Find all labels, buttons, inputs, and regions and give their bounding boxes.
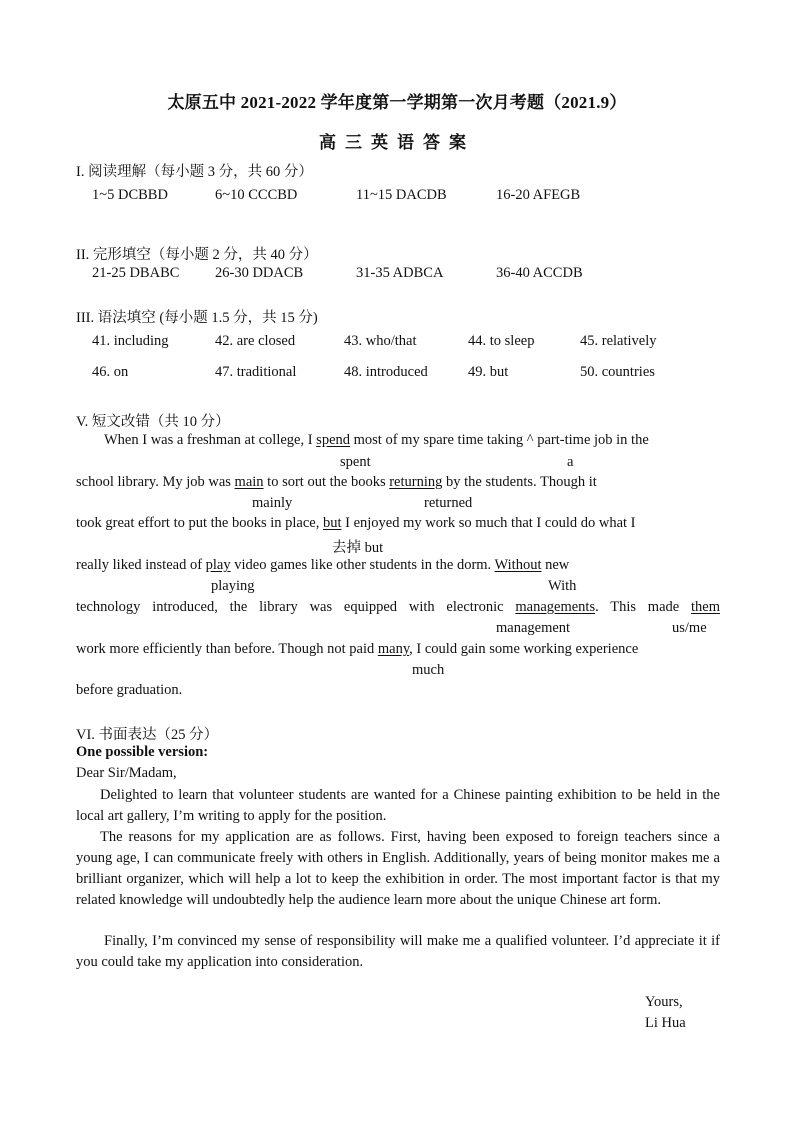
page-title: 太原五中 2021-2022 学年度第一学期第一次月考题（2021.9） [167,93,627,112]
section-grammar-heading: III. 语法填空 (每小题 1.5 分，共 15 分) [76,310,318,326]
answer-group: 26-30 DDACB [215,265,304,281]
answer-group: 31-35 ADBCA [356,265,444,281]
section-cloze-heading: II. 完形填空（每小题 2 分，共 40 分） [76,247,318,263]
correction-word: us/me [672,620,707,636]
grammar-answer: 43. who/that [344,333,417,349]
grammar-answer: 41. including [92,333,169,349]
grammar-answer: 47. traditional [215,364,297,380]
section-reading-heading: I. 阅读理解（每小题 3 分，共 60 分） [76,164,313,180]
sample-label: One possible version: [76,744,209,760]
grammar-answer: 46. on [92,364,129,380]
grammar-answer: 45. relatively [580,333,657,349]
grammar-answer: 49. but [468,364,509,380]
grammar-answer: 50. countries [580,364,655,380]
correction-line-2: school library. My job was main to sort out the books returning by the students. Though it [76,474,597,490]
correction-word: mainly [252,495,293,511]
correction-word: 去掉 but [332,540,384,556]
answer-group: 16-20 AFEGB [496,187,581,203]
error-word: main [234,474,264,490]
correction-line-5: technology introduced, the library was equipped with electronic managements. This made them [76,599,720,615]
correction-word: management [496,620,571,636]
answer-group: 6~10 CCCBD [215,187,298,203]
letter-closing: Yours, [645,994,683,1010]
letter-greeting: Dear Sir/Madam, [76,765,177,781]
letter-paragraph-2: The reasons for my application are as follows. First, having been exposed to foreign teachers since a young age, I can communicate freely with others in English. Additionally, years of being monitor makes me a brilliant organizer, which will help a lot to keep the exhibition in order. The most important factor is that my related knowledge will undoubtedly help the audience learn more about the unique Chinese art form. [76,829,720,908]
section-writing-heading: VI. 书面表达（25 分） [76,727,219,743]
error-word: Without [494,557,542,573]
correction-line-3: took great effort to put the books in place, but I enjoyed my work so much that I could do what I [76,515,636,531]
letter-paragraph-3: Finally, I’m convinced my sense of responsibility will make me a qualified volunteer. I’d appreciate it if you could take my application into consideration. [76,933,720,970]
error-word: them [691,599,720,615]
correction-word: playing [211,578,255,594]
correction-word: much [412,662,445,678]
answer-group: 1~5 DCBBD [92,187,168,203]
error-word: play [205,557,231,573]
answer-group: 11~15 DACDB [356,187,447,203]
grammar-answer: 44. to sleep [468,333,535,349]
correction-line-4: really liked instead of play video games like other students in the dorm. Without new [76,557,570,573]
error-word: but [322,515,342,531]
correction-line-1: When I was a freshman at college, I spend most of my spare time taking ^ part-time job in the [104,432,649,448]
correction-word: a [567,454,574,470]
answer-group: 21-25 DBABC [92,265,180,281]
letter-signature: Li Hua [645,1015,686,1031]
correction-line-6: work more efficiently than before. Though not paid many, I could gain some working experience [76,641,639,657]
grammar-answer: 42. are closed [215,333,296,349]
correction-word: With [548,578,577,594]
answer-group: 36-40 ACCDB [496,265,583,281]
error-word: returning [389,474,443,490]
grammar-answer: 48. introduced [344,364,428,380]
letter-paragraph-1: Delighted to learn that volunteer students are wanted for a Chinese painting exhibition to be held in the local art gallery, I’m writing to apply for the position. [76,787,720,824]
section-correction-heading: V. 短文改错（共 10 分） [76,414,230,430]
error-word: spend [316,432,351,448]
correction-word: spent [340,454,371,470]
error-word: many [377,641,410,657]
correction-word: returned [424,495,473,511]
error-word: managements [515,599,596,615]
page-subtitle: 高三英语答案 [319,133,475,152]
correction-line-7: before graduation. [76,682,183,698]
